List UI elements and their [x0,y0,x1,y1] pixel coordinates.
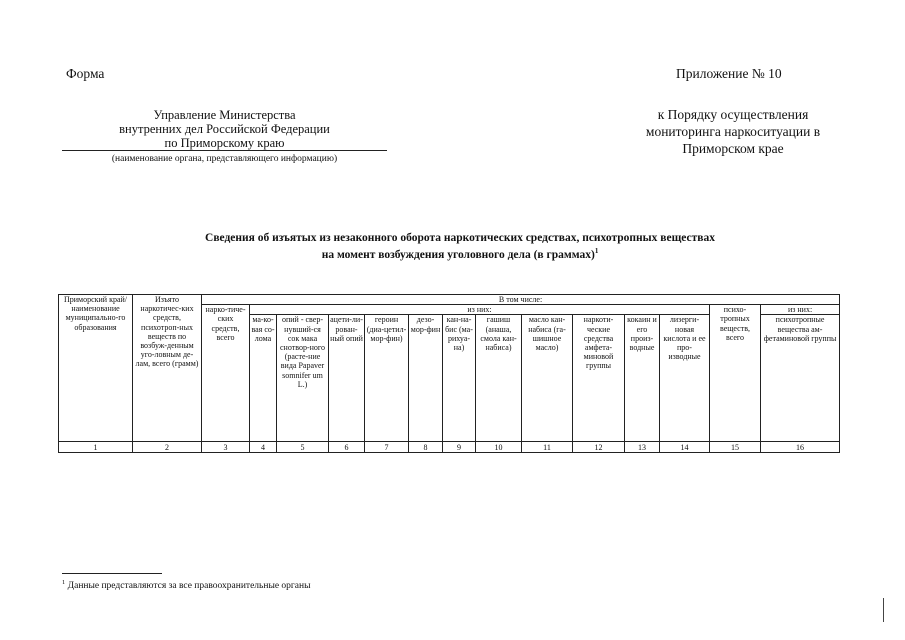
header-psychotropics-total: психо-тропных веществ, всего [710,305,761,442]
org-underline [62,150,387,151]
scan-edge-mark [883,598,884,622]
header-including: В том числе: [202,295,840,305]
column-number: 15 [710,442,761,453]
header-cocaine: кокаин и его произ-водные [625,315,660,442]
column-number: 4 [250,442,277,453]
column-number: 3 [202,442,250,453]
column-number: 12 [573,442,625,453]
footnote-text: Данные представляются за все правоохранительные органы [67,581,311,592]
form-label: Форма [66,66,105,81]
header-heroin: героин (диа-цетил-мор-фин) [365,315,409,442]
header-amphetamine-psychotropics: психотропные вещества ам-фетаминовой группы [761,315,840,442]
column-number: 1 [59,442,133,453]
column-numbers-row [59,442,840,453]
column-number: 6 [329,442,365,453]
title-line-1: Сведения об изъятых из незаконного оборота наркотических средствах, психотропных веществах [205,232,715,244]
title-line-2-text: на момент возбуждения уголовного дела (в граммах) [321,248,595,261]
header-cannabis-oil: масло кан-набиса (га-шишное масло) [522,315,573,442]
header-opium: опий - свер-нувший-ся сок мака снотвор-ного (расте-ние вида Papaver somnifer um L.) [277,315,329,442]
header-narcotics-total: нарко-тиче-ских средств, всего [202,305,250,442]
order-line-2: мониторинга наркоситуации в [645,124,821,139]
header-total-seized: Изъято наркотичес-ких средств, психотроп-ных веществ по возбуж-денным уго-ловным де-лам, всего (грамм) [133,295,202,442]
header-acetylated-opium: ацети-ли-рован-ный опий [329,315,365,442]
order-reference [628,106,838,157]
header-amphetamine-narcotics: наркоти-ческие средства амфета-миновой группы [573,315,625,442]
header-cannabis: кан-на-бис (ма-рихуа-на) [443,315,476,442]
header-of-them-narcotics: из них: [250,305,710,315]
footnote [62,579,311,591]
header-of-them-psychotropics: из них: [761,305,840,315]
footnote-divider [62,573,162,574]
column-number: 14 [660,442,710,453]
column-number: 5 [277,442,329,453]
header-poppy-straw: ма-ко-вая со-лома [250,315,277,442]
order-line-3: Приморском крае [682,141,784,156]
column-number: 9 [443,442,476,453]
header-lysergic-acid: лизерги-новая кислота и ее про-изводные [660,315,710,442]
header-desomorphine: дезо-мор-фин [409,315,443,442]
column-number: 11 [522,442,573,453]
seizure-table [58,294,840,453]
column-number: 8 [409,442,443,453]
footnote-mark: 1 [62,579,66,586]
header-hashish: гашиш (анаша, смола кан-набиса) [476,315,522,442]
column-number: 16 [761,442,840,453]
document-title [120,232,800,262]
column-number: 7 [365,442,409,453]
org-line-3: по Приморскому краю [164,136,285,150]
org-line-2: внутренних дел Российской Федерации [119,122,330,136]
column-number: 2 [133,442,202,453]
column-number: 13 [625,442,660,453]
appendix-label: Приложение № 10 [676,66,782,81]
order-line-1: к Порядку осуществления [657,107,809,122]
title-footnote-mark: 1 [594,247,599,255]
header-region: Приморский край/ наименование муниципально-го образования [59,295,133,442]
org-line-1: Управление Министерства [153,108,296,122]
column-number: 10 [476,442,522,453]
title-line-2 [120,245,800,262]
organization-name [62,108,387,150]
org-caption: (наименование органа, представляющего информацию) [111,154,338,164]
